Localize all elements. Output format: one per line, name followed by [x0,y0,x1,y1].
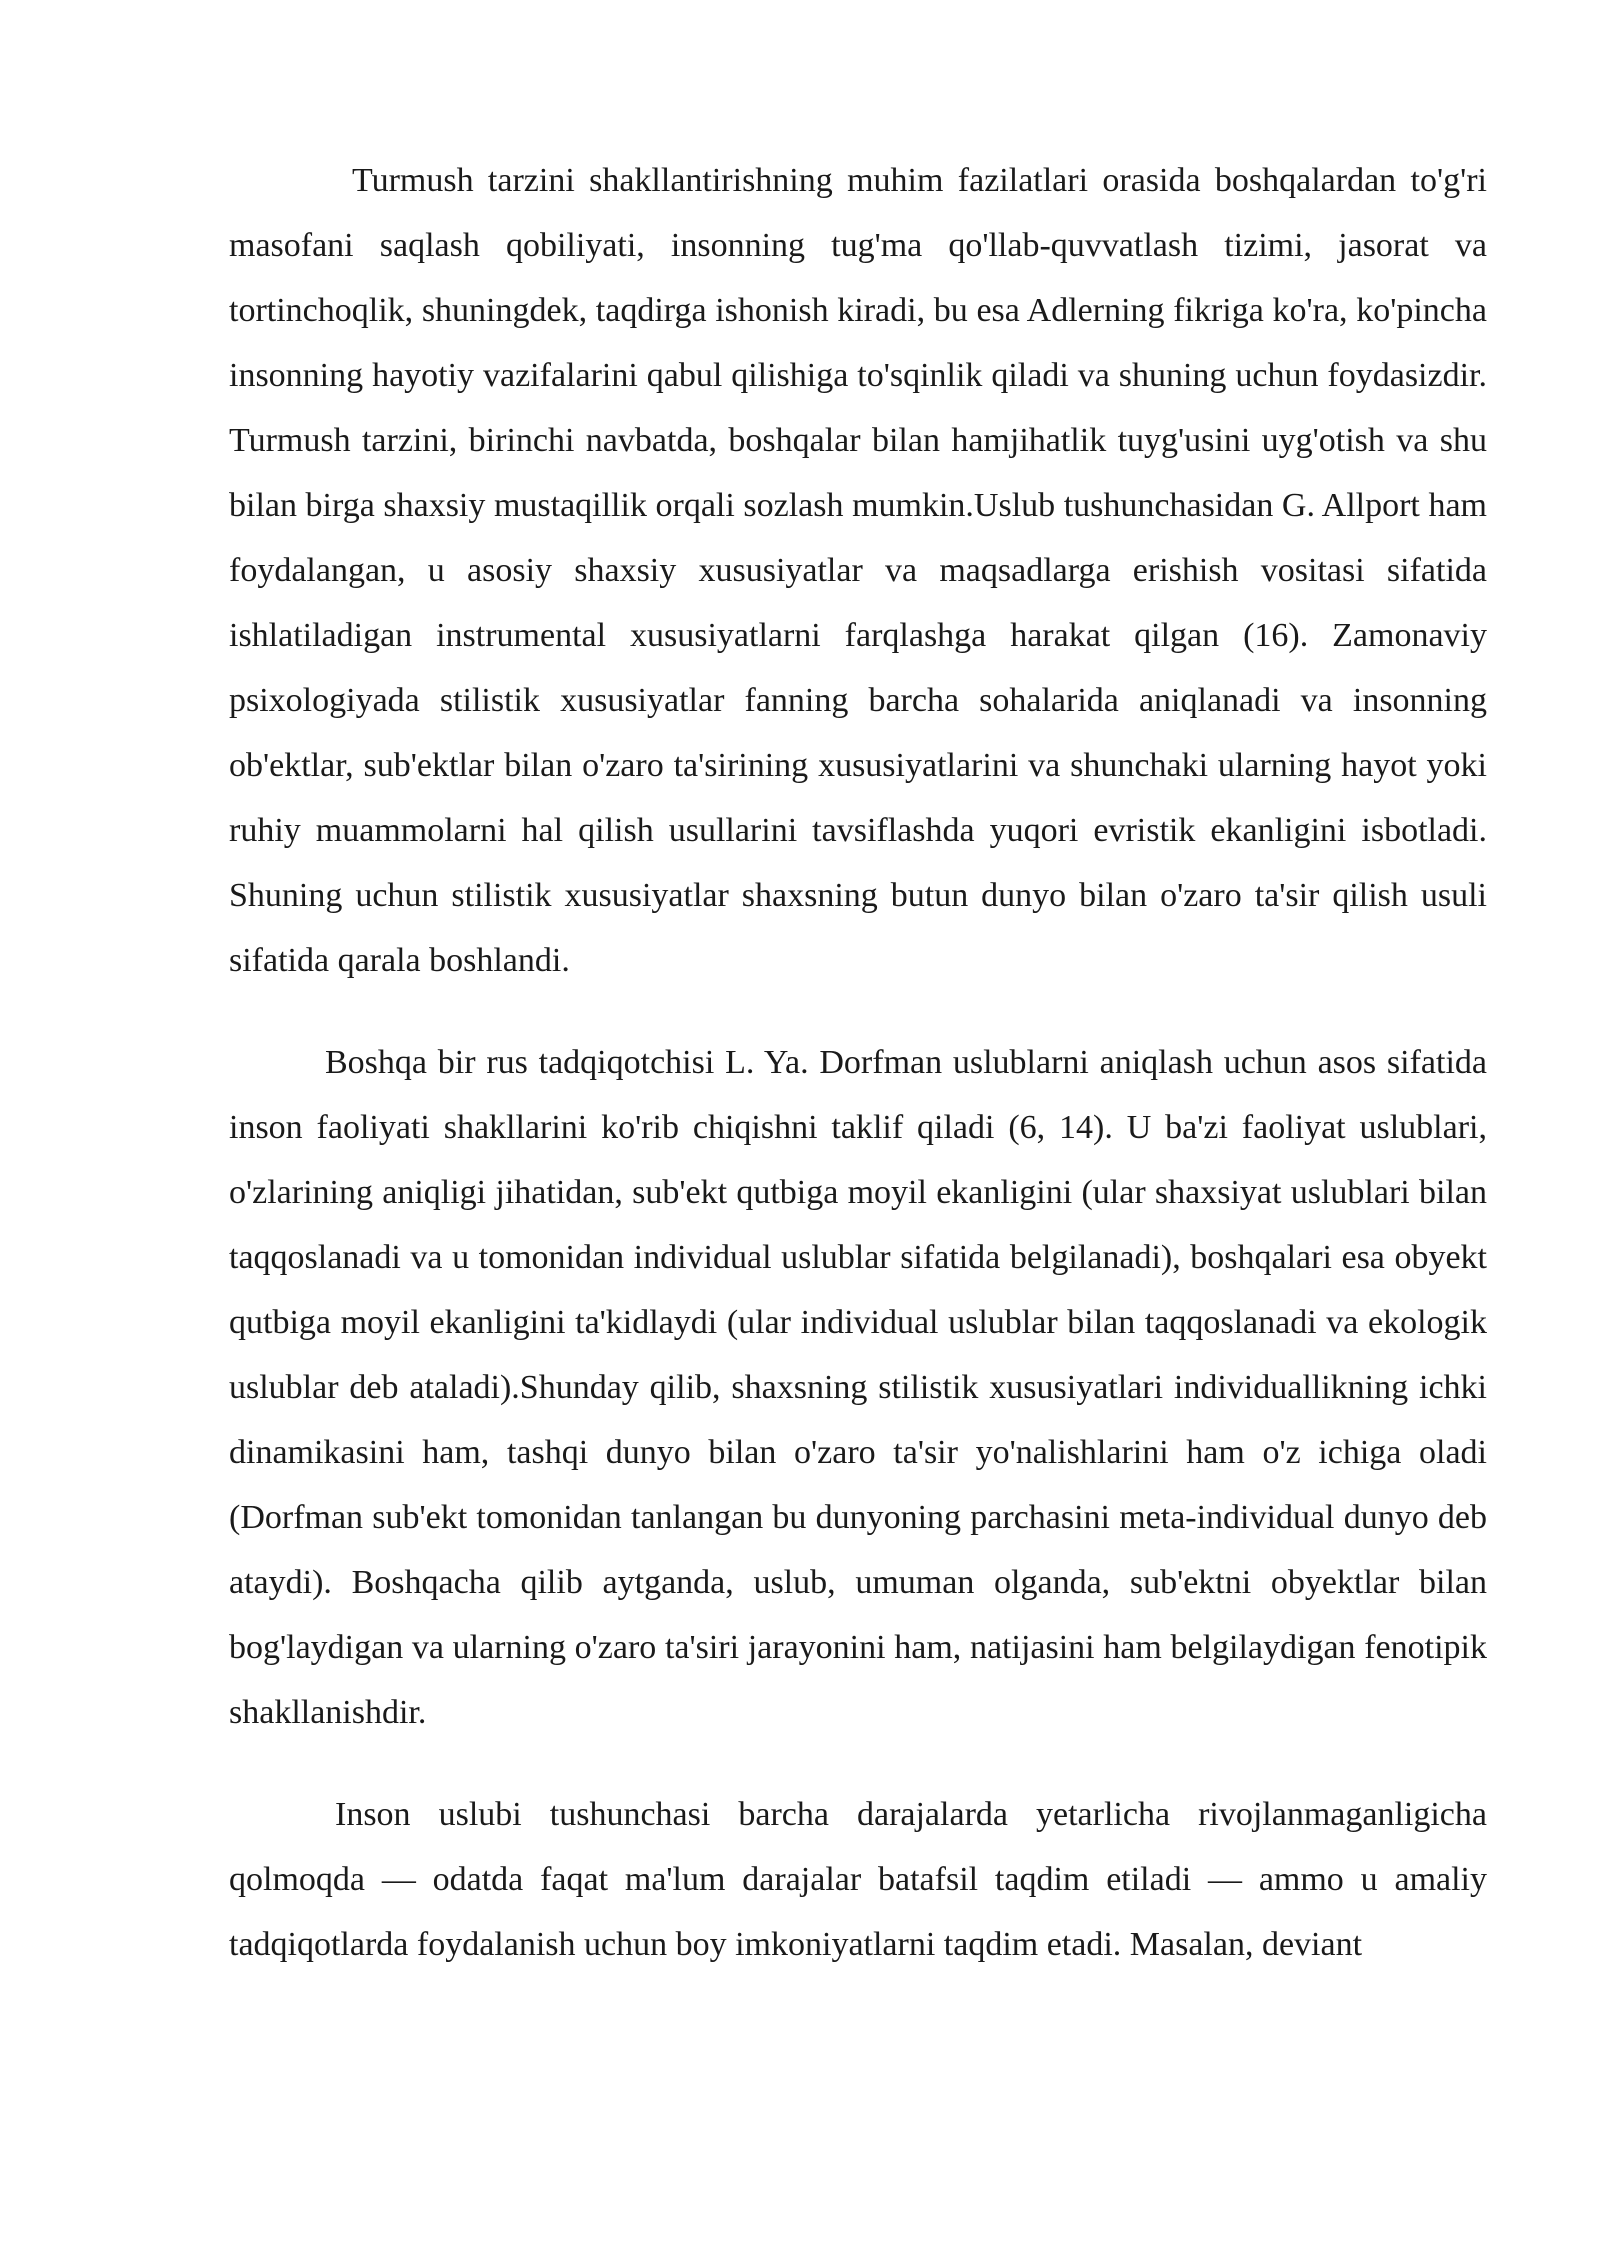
paragraph-1: Turmush tarzini shakllantirishning muhim fazilatlari orasida boshqalardan to'g'ri masofani saqlash qobiliyati, insonning tug'ma qo'llab-quvvatlash tizimi, jasorat va tortinchoqlik, shuningdek, taqdirga ishonish kiradi, bu esa Adlerning fikriga ko'ra, ko'pincha insonning hayotiy vazifalarini qabul qilishiga to'sqinlik qiladi va shuning uchun foydasizdir. Turmush tarzini, birinchi navbatda, boshqalar bilan hamjihatlik tuyg'usini uyg'otish va shu bilan birga shaxsiy mustaqillik orqali sozlash mumkin.Uslub tushunchasidan G. Allport ham foydalangan, u asosiy shaxsiy xususiyatlar va maqsadlarga erishish vositasi sifatida ishlatiladigan instrumental xususiyatlarni farqlashga harakat qilgan (16). Zamonaviy psixologiyada stilistik xususiyatlar fanning barcha sohalarida aniqlanadi va insonning ob'ektlar, sub'ektlar bilan o'zaro ta'sirining xususiyatlarini va shunchaki ularning hayot yoki ruhiy muammolarni hal qilish usullarini tavsiflashda yuqori evristik ekanligini isbotladi. Shuning uchun stilistik xususiyatlar shaxsning butun dunyo bilan o'zaro ta'sir qilish usuli sifatida qarala boshlandi. [229,162,1487,979]
document-body [229,148,1487,1977]
paragraph-3: Inson uslubi tushunchasi barcha darajalarda yetarlicha rivojlanmaganligicha qolmoqda — odatda faqat ma'lum darajalar batafsil taqdim etiladi — ammo u amaliy tadqiqotlarda foydalanish uchun boy imkoniyatlarni taqdim etadi. Masalan, deviant [229,1796,1487,1963]
paragraph-2: Boshqa bir rus tadqiqotchisi L. Ya. Dorfman uslublarni aniqlash uchun asos sifatida inson faoliyati shakllarini ko'rib chiqishni taklif qiladi (6, 14). U ba'zi faoliyat uslublari, o'zlarining aniqligi jihatidan, sub'ekt qutbiga moyil ekanligini (ular shaxsiyat uslublari bilan taqqoslanadi va u tomonidan individual uslublar sifatida belgilanadi), boshqalari esa obyekt qutbiga moyil ekanligini ta'kidlaydi (ular individual uslublar bilan taqqoslanadi va ekologik uslublar deb ataladi).Shunday qilib, shaxsning stilistik xususiyatlari individuallikning ichki dinamikasini ham, tashqi dunyo bilan o'zaro ta'sir yo'nalishlarini ham o'z ichiga oladi (Dorfman sub'ekt tomonidan tanlangan bu dunyoning parchasini meta-individual dunyo deb ataydi). Boshqacha qilib aytganda, uslub, umuman olganda, sub'ektni obyektlar bilan bog'laydigan va ularning o'zaro ta'siri jarayonini ham, natijasini ham belgilaydigan fenotipik shakllanishdir. [229,1044,1487,1731]
